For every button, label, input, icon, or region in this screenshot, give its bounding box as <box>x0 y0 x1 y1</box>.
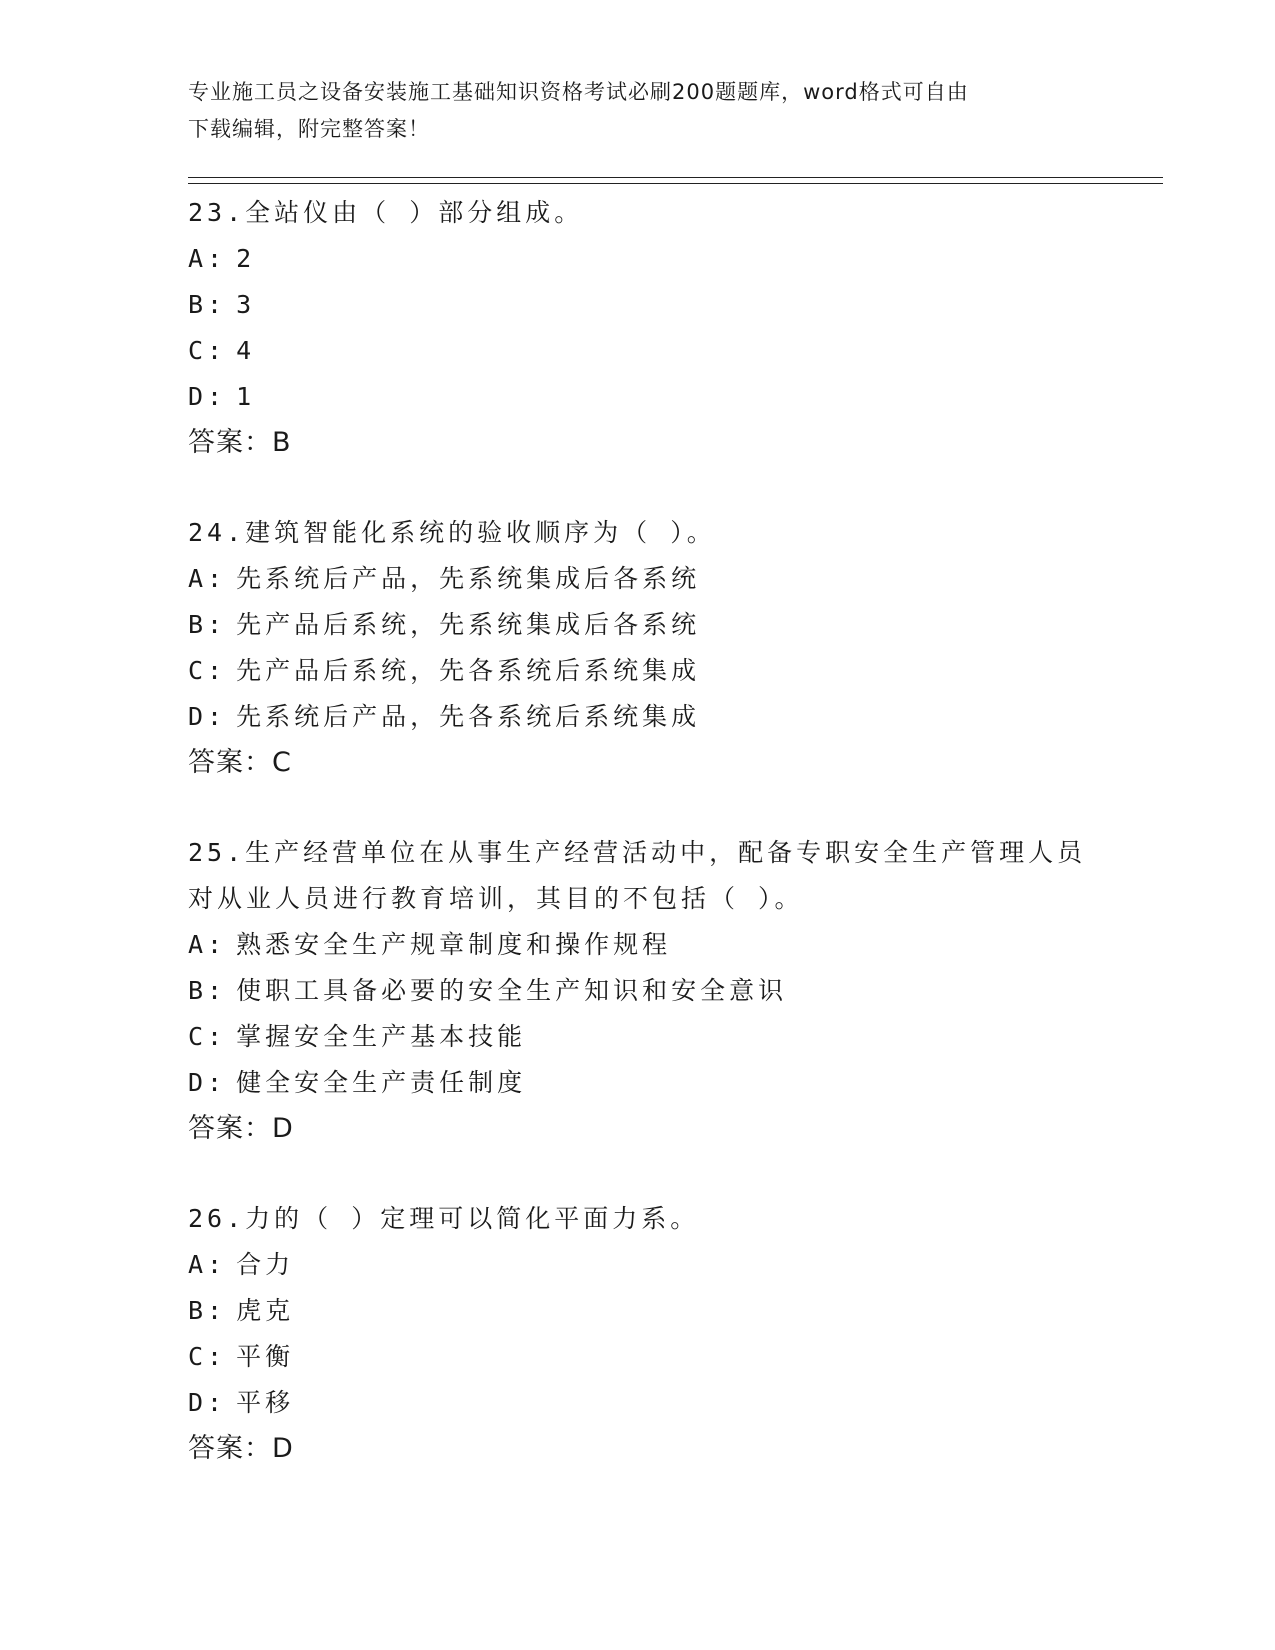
answer: 答案：B <box>188 427 292 458</box>
option-letter: D: <box>188 382 227 411</box>
question-text: 23.全站仪由（ ）部分组成。 <box>188 198 584 227</box>
option-letter: D: <box>188 1068 227 1097</box>
header-line-2: 下载编辑，附完整答案！ <box>188 117 430 141</box>
option-text: 使职工具备必要的安全生产知识和安全意识 <box>236 976 788 1005</box>
option-c <box>188 648 1148 694</box>
option-text: 2 <box>236 244 256 273</box>
option-c <box>188 328 1148 374</box>
option-letter: A: <box>188 564 227 593</box>
option-letter: B: <box>188 976 227 1005</box>
question-23 <box>188 190 1148 466</box>
option-d <box>188 694 1148 740</box>
question-24 <box>188 510 1148 786</box>
option-d <box>188 1380 1148 1426</box>
option-d <box>188 374 1148 420</box>
option-text: 合力 <box>236 1250 295 1279</box>
option-text: 4 <box>236 336 256 365</box>
option-a <box>188 922 1148 968</box>
option-text: 先产品后系统，先各系统后系统集成 <box>236 656 701 685</box>
option-text: 平衡 <box>236 1342 295 1371</box>
header-divider-bottom <box>188 183 1163 184</box>
header-divider-top <box>188 177 1163 178</box>
option-letter: D: <box>188 702 227 731</box>
option-letter: B: <box>188 1296 227 1325</box>
option-text: 掌握安全生产基本技能 <box>236 1022 527 1051</box>
question-text-line-2: 对从业人员进行教育培训，其目的不包括（ ）。 <box>188 884 804 913</box>
option-letter: A: <box>188 930 227 959</box>
question-25 <box>188 830 1148 1152</box>
option-letter: D: <box>188 1388 227 1417</box>
option-c <box>188 1334 1148 1380</box>
option-text: 1 <box>236 382 256 411</box>
option-text: 平移 <box>236 1388 295 1417</box>
answer: 答案：D <box>188 1433 294 1464</box>
option-letter: B: <box>188 290 227 319</box>
option-c <box>188 1014 1148 1060</box>
option-letter: C: <box>188 656 227 685</box>
document-header <box>188 74 1078 148</box>
header-line-1: 专业施工员之设备安装施工基础知识资格考试必刷200题题库，word格式可自由 <box>188 80 969 104</box>
option-text: 先产品后系统，先系统集成后各系统 <box>236 610 701 639</box>
option-text: 健全安全生产责任制度 <box>236 1068 527 1097</box>
question-list <box>188 190 1148 1516</box>
question-26 <box>188 1196 1148 1472</box>
option-b <box>188 968 1148 1014</box>
option-a <box>188 236 1148 282</box>
option-a <box>188 1242 1148 1288</box>
question-text: 26.力的（ ）定理可以简化平面力系。 <box>188 1204 700 1233</box>
option-letter: A: <box>188 244 227 273</box>
option-a <box>188 556 1148 602</box>
option-text: 熟悉安全生产规章制度和操作规程 <box>236 930 672 959</box>
option-b <box>188 1288 1148 1334</box>
option-text: 3 <box>236 290 256 319</box>
option-b <box>188 282 1148 328</box>
answer: 答案：D <box>188 1113 294 1144</box>
option-letter: C: <box>188 1342 227 1371</box>
question-text-line-1: 25.生产经营单位在从事生产经营活动中，配备专职安全生产管理人员 <box>188 838 1087 867</box>
option-text: 先系统后产品，先各系统后系统集成 <box>236 702 701 731</box>
option-text: 虎克 <box>236 1296 295 1325</box>
option-letter: B: <box>188 610 227 639</box>
option-b <box>188 602 1148 648</box>
option-d <box>188 1060 1148 1106</box>
option-letter: A: <box>188 1250 227 1279</box>
answer: 答案：C <box>188 747 292 778</box>
option-letter: C: <box>188 1022 227 1051</box>
question-text: 24.建筑智能化系统的验收顺序为（ ）。 <box>188 518 716 547</box>
option-letter: C: <box>188 336 227 365</box>
option-text: 先系统后产品，先系统集成后各系统 <box>236 564 701 593</box>
